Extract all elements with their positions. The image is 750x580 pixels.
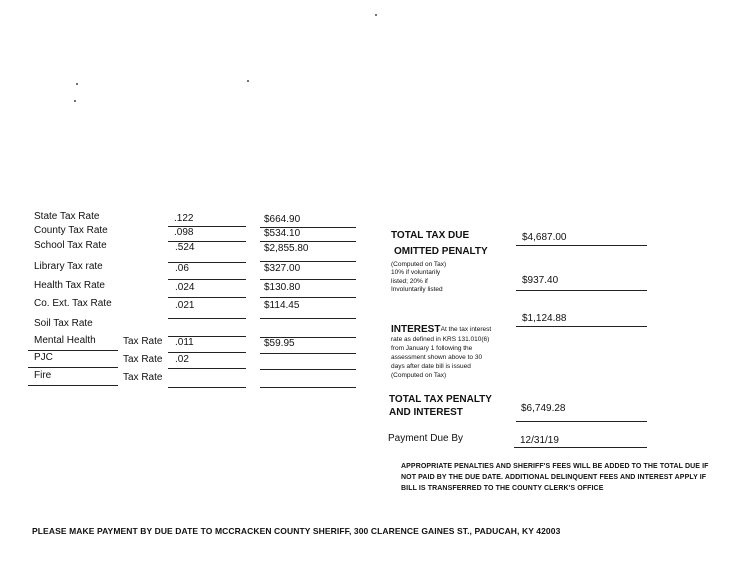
rule [28, 367, 118, 368]
rule [260, 387, 356, 388]
rule [516, 245, 647, 246]
rule [168, 279, 246, 280]
payment-due-label: Payment Due By [388, 433, 464, 444]
penalty-notice-line-3: BILL IS TRANSFERRED TO THE COUNTY CLERK'S OFFICE [401, 485, 604, 492]
amount-state: $664.90 [264, 214, 301, 225]
amount-coext: $114.45 [264, 300, 300, 311]
rule [168, 297, 246, 298]
rule [260, 279, 356, 280]
rate-value-county: .098 [174, 227, 194, 238]
rule [260, 261, 356, 262]
scan-speck [375, 14, 377, 16]
rate-value-mental-health: .011 [175, 337, 194, 348]
total-tax-due-amount: $4,687.00 [522, 232, 567, 243]
total-tax-due-label: TOTAL TAX DUE [391, 230, 470, 241]
rule [516, 290, 647, 291]
rate-label-school: School Tax Rate [34, 240, 107, 251]
total-penalty-label-1: TOTAL TAX PENALTY [389, 394, 492, 405]
rate-label-coext: Co. Ext. Tax Rate [34, 298, 112, 309]
omitted-penalty-note-3: listed; 20% if [391, 278, 428, 285]
penalty-notice-line-2: NOT PAID BY THE DUE DATE. ADDITIONAL DELINQUENT FEES AND INTEREST APPLY IF [401, 474, 707, 481]
interest-label: INTEREST [391, 324, 441, 335]
rule [260, 318, 356, 319]
rate-label-county: County Tax Rate [34, 225, 108, 236]
rate-value-pjc: .02 [175, 354, 189, 365]
payment-instructions: PLEASE MAKE PAYMENT BY DUE DATE TO MCCRACKEN COUNTY SHERIFF, 300 CLARENCE GAINES ST., PADUCAH, KY 42003 [32, 526, 561, 536]
omitted-penalty-label: OMITTED PENALTY [394, 246, 488, 257]
rule [28, 385, 118, 386]
amount-library: $327.00 [264, 263, 301, 274]
total-penalty-amount: $6,749.28 [521, 403, 566, 414]
interest-note-4: assessment shown above to 30 [391, 354, 483, 361]
rate-label-soil: Soil Tax Rate [34, 318, 93, 329]
rate-value-health: .024 [175, 282, 195, 293]
omitted-penalty-note-1: (Computed on Tax) [391, 261, 447, 268]
omitted-penalty-note-4: Involuntarily listed [391, 286, 443, 293]
interest-note-6: (Computed on Tax) [391, 372, 447, 379]
rule [516, 421, 647, 422]
scan-speck [74, 100, 76, 102]
interest-amount: $1,124.88 [522, 313, 567, 324]
rule [168, 387, 246, 388]
rate-value-library: .06 [175, 263, 189, 274]
rule [260, 353, 356, 354]
penalty-notice-line-1: APPROPRIATE PENALTIES AND SHERIFF'S FEES WILL BE ADDED TO THE TOTAL DUE IF [401, 463, 709, 470]
interest-note-5: days after date bill is issued [391, 363, 471, 370]
payment-due-date: 12/31/19 [520, 435, 559, 446]
rate-label-mental-health: Mental Health [34, 335, 96, 346]
rate-label-library: Library Tax rate [34, 261, 103, 272]
rate-label-fire: Fire [34, 370, 52, 381]
rate-label-health: Health Tax Rate [34, 280, 105, 291]
total-penalty-label-2: AND INTEREST [389, 407, 463, 418]
rate-label-pjc: PJC [34, 352, 53, 363]
rate-value-coext: .021 [175, 300, 195, 311]
amount-health: $130.80 [264, 282, 301, 293]
rate-value-school: .524 [175, 242, 195, 253]
rule [168, 318, 246, 319]
rate-label-state: State Tax Rate [34, 211, 100, 222]
tax-rate-label: Tax Rate [123, 372, 163, 383]
rule [260, 297, 356, 298]
rule [168, 352, 246, 353]
rule [516, 326, 647, 327]
tax-rate-label: Tax Rate [123, 336, 163, 347]
amount-school: $2,855.80 [264, 243, 309, 254]
rule [28, 350, 118, 351]
interest-note-2: rate as defined in KRS 131.010(6) [391, 336, 490, 343]
rate-value-state: .122 [174, 213, 194, 224]
rule [260, 241, 356, 242]
scan-speck [247, 80, 249, 82]
amount-mental-health: $59.95 [264, 338, 295, 349]
omitted-penalty-amount: $937.40 [522, 275, 559, 286]
tax-rate-label: Tax Rate [123, 354, 163, 365]
scan-speck [76, 83, 78, 85]
rule [514, 447, 647, 448]
interest-note-3: from January 1 following the [391, 345, 473, 352]
omitted-penalty-note-2: 10% if voluntarily [391, 269, 441, 276]
rule [168, 368, 246, 369]
interest-note-1: - At the tax interest [437, 326, 492, 333]
rule [260, 369, 356, 370]
amount-county: $534.10 [264, 228, 301, 239]
